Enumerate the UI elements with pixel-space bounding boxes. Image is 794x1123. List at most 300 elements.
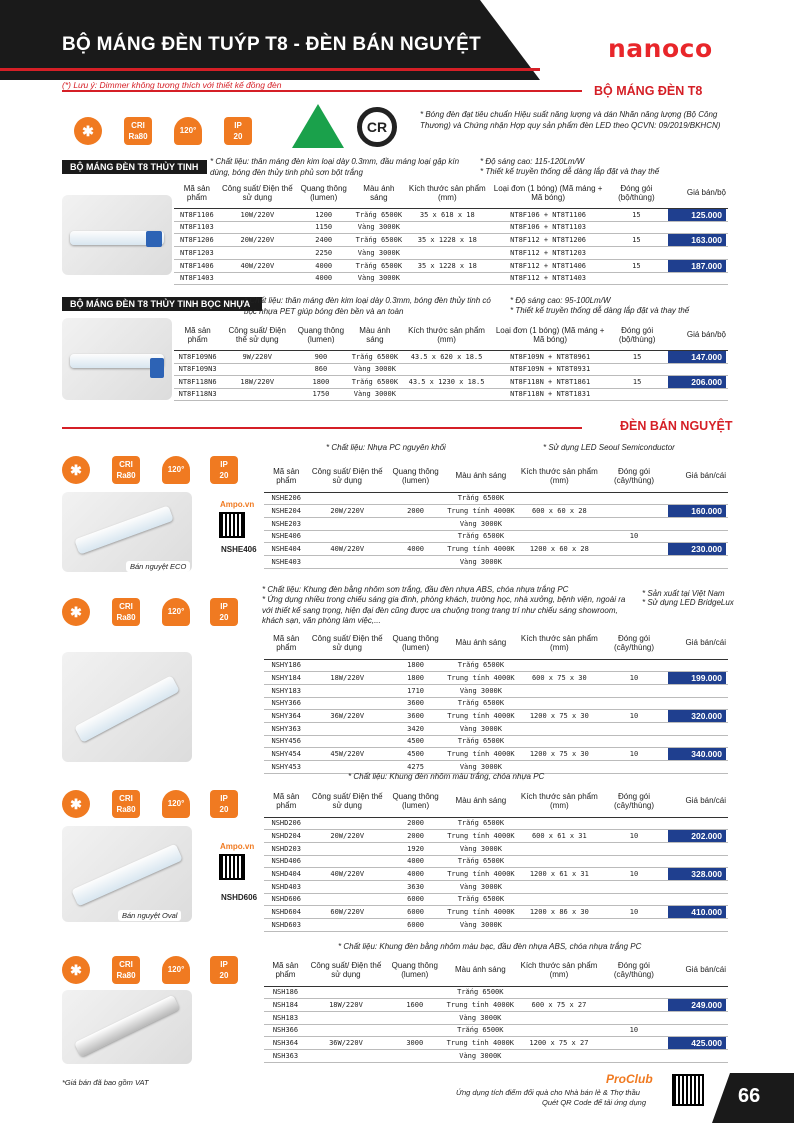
table-cell: Trắng 6500K: [353, 208, 406, 221]
cri-value: Ra80: [116, 471, 136, 480]
col-price: Giá bán/cái: [666, 954, 728, 986]
table-cell: [602, 999, 666, 1012]
table-cell: Trung tính 4000K: [445, 710, 516, 723]
table-cell: [602, 1037, 666, 1050]
table-cell: NT8F118N6: [174, 375, 221, 388]
table-cell: Trung tính 4000K: [445, 999, 516, 1012]
table-cell: 1200 x 86 x 30: [517, 906, 602, 919]
table-row: [174, 208, 728, 221]
table-cell: NT8F1103: [174, 221, 220, 234]
table-cell: NT8F106 + NT8T1103: [489, 221, 606, 234]
ip-label: IP: [220, 602, 228, 611]
table-cell: Trung tính 4000K: [445, 830, 516, 843]
lamp-icon: ✱: [62, 598, 90, 626]
ip-icon: [210, 956, 238, 984]
table-cell: Trắng 6500K: [445, 659, 516, 672]
table-cell: [220, 272, 295, 285]
ip-value: 20: [233, 132, 243, 141]
table-cell: 10: [602, 830, 666, 843]
table-cell: [516, 1050, 602, 1063]
t2-body: [174, 350, 728, 400]
table-cell: [309, 919, 386, 932]
tube-icon: [71, 844, 182, 907]
table-row: [264, 919, 728, 932]
table-cell: 15: [608, 375, 666, 388]
col-code: Mã sản phẩm: [174, 320, 221, 350]
table-cell: [517, 556, 602, 569]
qr-code-icon[interactable]: [219, 854, 245, 880]
table-cell: NSHY363: [264, 723, 309, 736]
table-cell: NSH186: [264, 986, 307, 999]
table-cell: Trung tính 4000K: [445, 748, 516, 761]
table-row: [264, 843, 728, 856]
ip-icon: [210, 456, 238, 484]
table-cell: [666, 1024, 728, 1037]
table-cell: [385, 1050, 445, 1063]
table-cell: Trắng 6500K: [349, 375, 402, 388]
t3-body: [264, 492, 728, 568]
t3-table: [264, 460, 728, 569]
proclub-logo: ProClub: [606, 1072, 653, 1086]
table-cell: Trung tính 4000K: [445, 672, 516, 685]
cri-label: CRI: [119, 602, 133, 611]
table-cell: [386, 556, 445, 569]
table-row: [264, 505, 728, 518]
table-cell: 4500: [386, 735, 445, 748]
table-cell: [309, 492, 386, 505]
beam-angle-icon: 120°: [174, 117, 202, 145]
table-cell: [386, 492, 445, 505]
table-cell: [309, 881, 386, 894]
table-cell: Vàng 3000K: [445, 919, 516, 932]
table-cell: 10: [602, 710, 666, 723]
table-cell: [602, 697, 666, 710]
table-cell: [516, 1024, 602, 1037]
table-row: [264, 1024, 728, 1037]
col-lumen: Quang thông (lumen): [386, 785, 445, 817]
lamp-icon: ✱: [62, 456, 90, 484]
table-cell: 18W/220V: [309, 672, 386, 685]
table-cell: [602, 723, 666, 736]
table-cell: 4000: [386, 855, 445, 868]
table-cell: [666, 868, 728, 881]
table-cell: 1710: [386, 685, 445, 698]
table-cell: [385, 986, 445, 999]
col-power: Công suất/ Điện thế sử dụng: [309, 785, 386, 817]
table-cell: [602, 855, 666, 868]
table-cell: [517, 518, 602, 531]
t2-desc2: * Độ sáng cao: 95-100Lm/W: [510, 296, 611, 305]
col-power: Công suất/ Điện thế sử dụng: [309, 627, 386, 659]
table-cell: 43.5 x 1230 x 18.5: [401, 375, 492, 388]
price-value: 410.000: [668, 906, 726, 918]
table-cell: [602, 986, 666, 999]
col-price: Giá bán/bộ: [666, 320, 728, 350]
table-cell: Vàng 3000K: [353, 247, 406, 260]
table-cell: 3420: [386, 723, 445, 736]
eco-product-image: [62, 492, 192, 572]
t1-title: BỘ MÁNG ĐÈN T8 THỦY TINH: [62, 160, 207, 174]
table-cell: [666, 505, 728, 518]
table-cell: [666, 919, 728, 932]
page-title: BỘ MÁNG ĐÈN TUÝP T8 - ĐÈN BÁN NGUYỆT: [62, 34, 481, 55]
table-cell: [309, 556, 386, 569]
table-row: [264, 710, 728, 723]
t4-desc3: * Sản xuất tại Việt Nam: [642, 589, 725, 598]
table-cell: [401, 388, 492, 400]
price-value: 425.000: [668, 1037, 726, 1049]
ip-icon: [210, 598, 238, 626]
table-row: [174, 272, 728, 285]
table-row: [264, 906, 728, 919]
table-cell: [221, 388, 293, 400]
col-code: Mã sản phẩm: [174, 178, 220, 208]
table-cell: NSHE203: [264, 518, 309, 531]
t1-desc3: * Thiết kế truyền thống dễ dàng lắp đặt và thay thế: [480, 167, 660, 176]
table-cell: 1200 x 75 x 30: [517, 748, 602, 761]
col-power: Công suất/ Điện thế sử dụng: [309, 460, 386, 492]
table-row: [174, 350, 728, 363]
t3-desc2: * Sử dụng LED Seoul Semiconductor: [543, 443, 675, 452]
table-cell: NT8F1406: [174, 259, 220, 272]
table-cell: [517, 697, 602, 710]
table-cell: NSHE206: [264, 492, 309, 505]
t5-body: [264, 817, 728, 931]
table-cell: 600 x 60 x 28: [517, 505, 602, 518]
ip-icon: [224, 117, 252, 145]
table-cell: 3000: [385, 1037, 445, 1050]
table-cell: [307, 986, 385, 999]
table-cell: [309, 518, 386, 531]
table-cell: [386, 530, 445, 543]
table-cell: [602, 881, 666, 894]
table-cell: NT8F1206: [174, 234, 220, 247]
table-cell: Vàng 3000K: [349, 388, 402, 400]
table-cell: [666, 830, 728, 843]
table-cell: [307, 1050, 385, 1063]
table-cell: 10W/220V: [220, 208, 295, 221]
table-cell: 10: [602, 868, 666, 881]
table-cell: 10: [602, 906, 666, 919]
table-cell: NSHE406: [264, 530, 309, 543]
col-size: Kích thước sản phẩm (mm): [517, 460, 602, 492]
table-row: [264, 556, 728, 569]
table-cell: 1600: [385, 999, 445, 1012]
table-cell: NSHY184: [264, 672, 309, 685]
table-row: [264, 723, 728, 736]
table-cell: [516, 1012, 602, 1025]
col-size: Kích thước sản phẩm (mm): [405, 178, 489, 208]
qr-label: Ampo.vn: [220, 842, 255, 851]
qr-product-code: NSHE406: [221, 545, 257, 554]
table-cell: NSH364: [264, 1037, 307, 1050]
table-cell: [405, 247, 489, 260]
col-pack: Đóng gói (bộ/thùng): [608, 320, 666, 350]
table-cell: [405, 272, 489, 285]
table-cell: [517, 530, 602, 543]
table-cell: Trung tính 4000K: [445, 505, 516, 518]
price-value: 125.000: [668, 209, 726, 221]
table-cell: 1800: [386, 659, 445, 672]
table-cell: [517, 723, 602, 736]
col-pack: Đóng gói (bộ/thùng): [607, 178, 666, 208]
col-lumen: Quang thông (lumen): [385, 954, 445, 986]
table-cell: 9W/220V: [221, 350, 293, 363]
table-cell: Vàng 3000K: [445, 556, 516, 569]
table-cell: [602, 518, 666, 531]
col-price: Giá bán/cái: [666, 460, 728, 492]
col-pack: Đóng gói (cây/thùng): [602, 785, 666, 817]
col-lumen: Quang thông (lumen): [386, 627, 445, 659]
table-cell: [666, 893, 728, 906]
table-cell: Trắng 6500K: [445, 817, 516, 830]
table-cell: [385, 1012, 445, 1025]
cri-icon: [112, 956, 140, 984]
table-cell: 1200: [295, 208, 353, 221]
table-cell: 4000: [295, 272, 353, 285]
table-cell: NSHY454: [264, 748, 309, 761]
table-cell: 2000: [386, 830, 445, 843]
price-value: 230.000: [668, 543, 726, 555]
table-row: [264, 1012, 728, 1025]
col-code: Mã sản phẩm: [264, 460, 309, 492]
table-cell: [608, 388, 666, 400]
table-cell: 15: [607, 234, 666, 247]
table-cell: Trung tính 4000K: [445, 906, 516, 919]
table-cell: [517, 659, 602, 672]
table-cell: 600 x 61 x 31: [517, 830, 602, 843]
table-row: [264, 855, 728, 868]
table-cell: [309, 855, 386, 868]
table-cell: 15: [608, 350, 666, 363]
table-cell: [666, 906, 728, 919]
table-row: [264, 735, 728, 748]
table-cell: [666, 556, 728, 569]
table-cell: 60W/220V: [309, 906, 386, 919]
table-cell: Vàng 3000K: [445, 1050, 516, 1063]
endcap-icon: [146, 231, 162, 247]
table-cell: Trung tính 4000K: [445, 868, 516, 881]
table-cell: [666, 492, 728, 505]
qr-product-code: NSHD606: [221, 893, 258, 902]
table-cell: Trắng 6500K: [445, 530, 516, 543]
price-value: 249.000: [668, 999, 726, 1011]
table-cell: 1150: [295, 221, 353, 234]
table-cell: [386, 518, 445, 531]
price-value: 320.000: [668, 710, 726, 722]
table-cell: Trắng 6500K: [445, 893, 516, 906]
table-cell: NT8F112 + NT8T1403: [489, 272, 606, 285]
table-row: [174, 363, 728, 375]
table-cell: [309, 723, 386, 736]
table-cell: 20W/220V: [220, 234, 295, 247]
table-cell: [666, 350, 728, 363]
price-value: 340.000: [668, 748, 726, 760]
table-cell: 36W/220V: [307, 1037, 385, 1050]
table-row: [174, 259, 728, 272]
table-cell: 10: [602, 1024, 666, 1037]
col-pack: Đóng gói (cây/thùng): [602, 954, 666, 986]
t2-desc1: * Chất liệu: thân máng đèn kim loại dày 0.3mm, bóng đèn thủy tinh có bọc nhựa PET giúp bóng đèn bền và an toàn: [244, 296, 491, 316]
table-cell: NSHD404: [264, 868, 309, 881]
table-cell: [221, 363, 293, 375]
table-cell: 2000: [386, 817, 445, 830]
table-cell: [666, 735, 728, 748]
table-row: [264, 659, 728, 672]
table-cell: [666, 697, 728, 710]
col-lumen: Quang thông (lumen): [386, 460, 445, 492]
table-cell: 1200 x 75 x 30: [517, 710, 602, 723]
table-cell: [602, 659, 666, 672]
table-cell: 35 x 1228 x 18: [405, 259, 489, 272]
table-cell: [666, 375, 728, 388]
table-cell: NSHY366: [264, 697, 309, 710]
col-color: Màu ánh sáng: [445, 460, 516, 492]
table-cell: [517, 855, 602, 868]
cri-label: CRI: [119, 960, 133, 969]
ip-value: 20: [219, 613, 229, 622]
table-cell: [220, 247, 295, 260]
table-cell: [602, 556, 666, 569]
table-cell: NSHD604: [264, 906, 309, 919]
col-lumen: Quang thông (lumen): [295, 178, 353, 208]
tube-icon: [74, 505, 173, 554]
col-lumen: Quang thông (lumen): [293, 320, 348, 350]
table-cell: NSHY183: [264, 685, 309, 698]
beam-angle-icon: 120°: [162, 598, 190, 626]
table-cell: [517, 919, 602, 932]
price-value: 163.000: [668, 234, 726, 246]
col-code: Mã sản phẩm: [264, 954, 307, 986]
table-cell: 3600: [386, 710, 445, 723]
ip-value: 20: [219, 471, 229, 480]
table-cell: Trắng 6500K: [353, 259, 406, 272]
table-row: [174, 221, 728, 234]
table-cell: [666, 259, 728, 272]
cri-value: Ra80: [116, 805, 136, 814]
table-row: [264, 830, 728, 843]
table-cell: [602, 1050, 666, 1063]
t6-body: [264, 986, 728, 1062]
section-rule: [62, 90, 582, 92]
section-rule: [62, 427, 582, 429]
table-cell: 4500: [386, 748, 445, 761]
table-cell: [607, 221, 666, 234]
nshy-product-image: [62, 652, 192, 762]
section-title-t8: BỘ MÁNG ĐÈN T8: [594, 84, 703, 98]
table-cell: [666, 685, 728, 698]
t2-title: BỘ MÁNG ĐÈN T8 THỦY TINH BỌC NHỰA: [62, 297, 262, 311]
table-cell: [666, 817, 728, 830]
table-cell: NT8F106 + NT8T1106: [489, 208, 606, 221]
table-cell: [666, 843, 728, 856]
table-cell: NT8F1106: [174, 208, 220, 221]
table-cell: 4275: [386, 761, 445, 774]
t8-glass-product-image: [62, 195, 172, 275]
table-cell: 40W/220V: [309, 868, 386, 881]
table-cell: [666, 855, 728, 868]
table-cell: Trắng 6500K: [445, 855, 516, 868]
table-cell: [602, 893, 666, 906]
vat-note: *Giá bán đã bao gồm VAT: [62, 1078, 149, 1087]
cri-icon: [112, 790, 140, 818]
table-row: [174, 375, 728, 388]
table-cell: [666, 1050, 728, 1063]
col-power: Công suất/ Điện thế sử dụng: [307, 954, 385, 986]
table-cell: 40W/220V: [309, 543, 386, 556]
table-cell: Vàng 3000K: [353, 272, 406, 285]
table-row: [174, 388, 728, 400]
table-cell: [666, 761, 728, 774]
col-single: Loại đơn (1 bóng) (Mã máng + Mã bóng): [492, 320, 608, 350]
table-cell: [516, 986, 602, 999]
table-cell: 18W/220V: [307, 999, 385, 1012]
ip-label: IP: [234, 121, 242, 130]
table-cell: NSHY453: [264, 761, 309, 774]
price-value: 187.000: [668, 260, 726, 272]
price-value: 160.000: [668, 505, 726, 517]
lamp-icon: ✱: [74, 117, 102, 145]
table-cell: NSH363: [264, 1050, 307, 1063]
t1-table: [174, 178, 728, 285]
ip-label: IP: [220, 794, 228, 803]
table-cell: 6000: [386, 893, 445, 906]
table-cell: Trắng 6500K: [445, 986, 516, 999]
table-cell: NT8F112 + NT8T1206: [489, 234, 606, 247]
table-cell: NSH366: [264, 1024, 307, 1037]
cri-icon: [112, 598, 140, 626]
table-row: [174, 234, 728, 247]
t1-body: [174, 208, 728, 285]
ip-label: IP: [220, 460, 228, 469]
table-cell: [666, 723, 728, 736]
table-cell: 1200 x 75 x 27: [516, 1037, 602, 1050]
table-cell: [309, 843, 386, 856]
table-cell: NSHE404: [264, 543, 309, 556]
table-row: [264, 518, 728, 531]
table-cell: 1200 x 61 x 31: [517, 868, 602, 881]
table-cell: [220, 221, 295, 234]
table-cell: Trắng 6500K: [349, 350, 402, 363]
t1-desc2: * Độ sáng cao: 115-120Lm/W: [480, 157, 585, 166]
table-cell: 10: [602, 530, 666, 543]
table-cell: [602, 543, 666, 556]
price-value: 199.000: [668, 672, 726, 684]
t3-desc1: * Chất liệu: Nhựa PC nguyên khối: [326, 443, 446, 452]
table-cell: 36W/220V: [309, 710, 386, 723]
table-cell: Trung tính 4000K: [445, 1037, 516, 1050]
t4-body: [264, 659, 728, 773]
app-qr-code-icon[interactable]: [672, 1074, 704, 1106]
table-cell: 35 x 618 x 18: [405, 208, 489, 221]
table-row: [264, 685, 728, 698]
app-promo-line1: Ứng dụng tích điểm đổi quà cho Nhà bán lẻ & Thợ thầu: [456, 1088, 640, 1097]
table-cell: NT8F109N6: [174, 350, 221, 363]
cri-label: CRI: [119, 794, 133, 803]
header-accent-line: [0, 68, 540, 71]
col-price: Giá bán/cái: [666, 627, 728, 659]
ip-icon: [210, 790, 238, 818]
col-power: Công suất/ Điện thế sử dụng: [220, 178, 295, 208]
col-color: Màu ánh sáng: [445, 627, 516, 659]
table-cell: [607, 247, 666, 260]
table-cell: 1800: [386, 672, 445, 685]
table-cell: Trắng 6500K: [445, 1024, 516, 1037]
t5-desc1: * Chất liệu: Khung đèn nhôm màu trắng, chóa nhựa PC: [348, 772, 545, 781]
page-number: 66: [738, 1085, 761, 1107]
col-code: Mã sản phẩm: [264, 627, 309, 659]
qr-code-icon[interactable]: [219, 512, 245, 538]
